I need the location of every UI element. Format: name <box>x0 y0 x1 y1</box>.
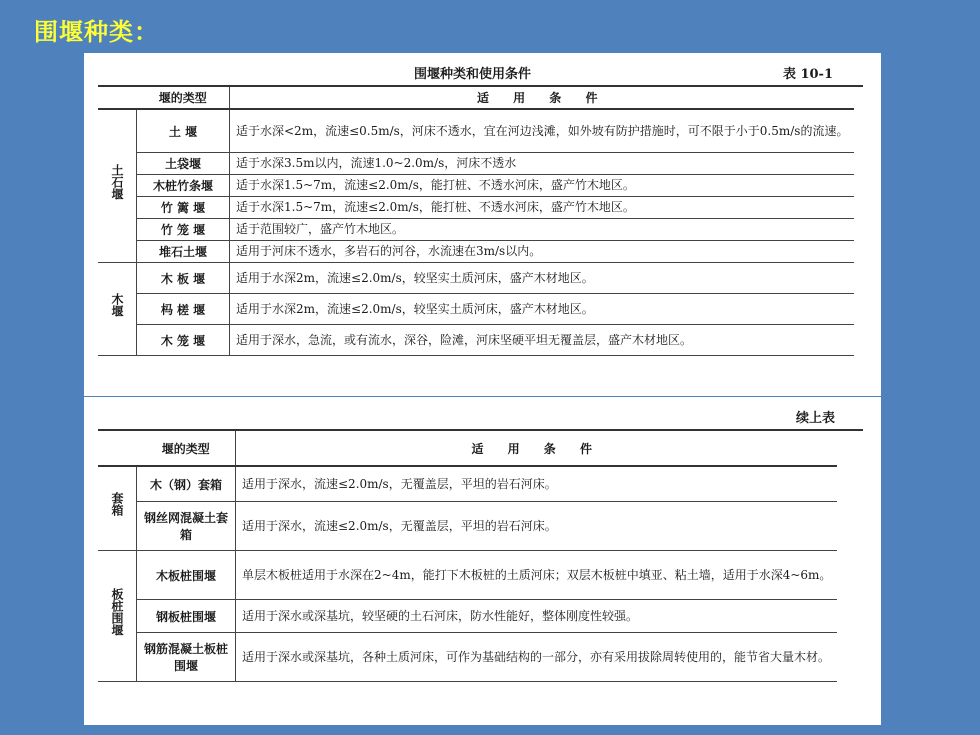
dam-type: 杩 槎 堰 <box>137 294 230 325</box>
table-row <box>98 109 854 153</box>
type-header: 堰的类型 <box>137 431 236 466</box>
condition-header: 适 用 条 件 <box>230 87 855 109</box>
table-row <box>98 197 854 219</box>
slide-title: 围堰种类： <box>34 18 159 46</box>
table-row <box>98 241 854 263</box>
table-row <box>98 263 854 294</box>
group-label <box>98 466 137 551</box>
dam-condition: 适用于深水，流速≤2.0m/s，无覆盖层，平坦的岩石河床。 <box>236 502 838 551</box>
dam-condition: 适用于水深2m，流速≤2.0m/s，较坚实土质河床，盛产木材地区。 <box>230 294 855 325</box>
table-row <box>98 600 837 633</box>
table-row <box>98 325 854 356</box>
dam-type: 木 板 堰 <box>137 263 230 294</box>
dam-type: 竹 篱 堰 <box>137 197 230 219</box>
dam-type: 钢板桩围堰 <box>137 600 236 633</box>
dam-condition: 适用于深水或深基坑，较坚硬的土石河床，防水性能好，整体刚度性较强。 <box>236 600 838 633</box>
table-row <box>98 633 837 682</box>
group-label <box>98 109 137 263</box>
continued-label: 续上表 <box>795 411 835 426</box>
table-row <box>98 294 854 325</box>
dam-type: 竹 笼 堰 <box>137 219 230 241</box>
table-panel-2 <box>84 397 881 725</box>
dam-type: 木桩竹条堰 <box>137 175 230 197</box>
group-header <box>98 431 137 466</box>
dam-condition: 适于水深1.5~7m，流速≤2.0m/s，能打桩、不透水河床，盛产竹木地区。 <box>230 197 855 219</box>
group-header <box>98 87 137 109</box>
dam-types-table <box>98 87 854 356</box>
table-panel-1 <box>84 53 881 396</box>
table-row <box>98 175 854 197</box>
table-header-row <box>98 87 854 109</box>
table-row <box>98 219 854 241</box>
dam-condition: 适用于河床不透水，多岩石的河谷，水流速在3m/s以内。 <box>230 241 855 263</box>
table-title: 围堰种类和使用条件 <box>414 67 532 82</box>
dam-type: 木 笼 堰 <box>137 325 230 356</box>
dam-condition: 适于水深3.5m以内，流速1.0~2.0m/s，河床不透水 <box>230 153 855 175</box>
group-name: 套箱 <box>110 492 124 516</box>
dam-condition: 适用于水深2m，流速≤2.0m/s，较坚实土质河床，盛产木材地区。 <box>230 263 855 294</box>
group-name: 木堰 <box>110 292 124 317</box>
dam-type: 木（钢）套箱 <box>137 466 236 502</box>
dam-condition: 适用于深水，急流，或有流水，深谷，险滩，河床坚硬平坦无覆盖层，盛产木材地区。 <box>230 325 855 356</box>
dam-condition: 适于范围较广，盛产竹木地区。 <box>230 219 855 241</box>
table-header-row <box>98 431 837 466</box>
group-label <box>98 551 137 682</box>
dam-type: 土袋堰 <box>137 153 230 175</box>
group-label <box>98 263 137 356</box>
table-row <box>98 466 837 502</box>
group-name: 土石堰 <box>110 163 124 200</box>
condition-header: 适 用 条 件 <box>236 431 838 466</box>
dam-types-table-continued <box>98 431 837 682</box>
dam-type: 堆石土堰 <box>137 241 230 263</box>
dam-condition: 适于水深<2m，流速≤0.5m/s，河床不透水，宜在河边浅滩，如外坡有防护措施时，可不限于小于0.5m/s的流速。 <box>230 109 855 153</box>
dam-condition: 适用于深水或深基坑，各种土质河床，可作为基础结构的一部分，亦有采用拔除周转使用的，能节省大量木材。 <box>236 633 838 682</box>
table-row <box>98 153 854 175</box>
group-name: 板桩围堰 <box>110 587 124 636</box>
dam-type: 钢丝网混凝土套箱 <box>137 502 236 551</box>
table-row <box>98 502 837 551</box>
dam-condition: 适用于深水，流速≤2.0m/s，无覆盖层，平坦的岩石河床。 <box>236 466 838 502</box>
type-header: 堰的类型 <box>137 87 230 109</box>
dam-condition: 单层木板桩适用于水深在2~4m，能打下木板桩的土质河床；双层木板桩中填亚、粘土墙，适用于水深4~6m。 <box>236 551 838 600</box>
table-number: 表 10-1 <box>782 67 833 82</box>
dam-condition: 适于水深1.5~7m，流速≤2.0m/s，能打桩、不透水河床，盛产竹木地区。 <box>230 175 855 197</box>
table-row <box>98 551 837 600</box>
dam-type: 土 堰 <box>137 109 230 153</box>
dam-type: 木板桩围堰 <box>137 551 236 600</box>
dam-type: 钢筋混凝土板桩围堰 <box>137 633 236 682</box>
